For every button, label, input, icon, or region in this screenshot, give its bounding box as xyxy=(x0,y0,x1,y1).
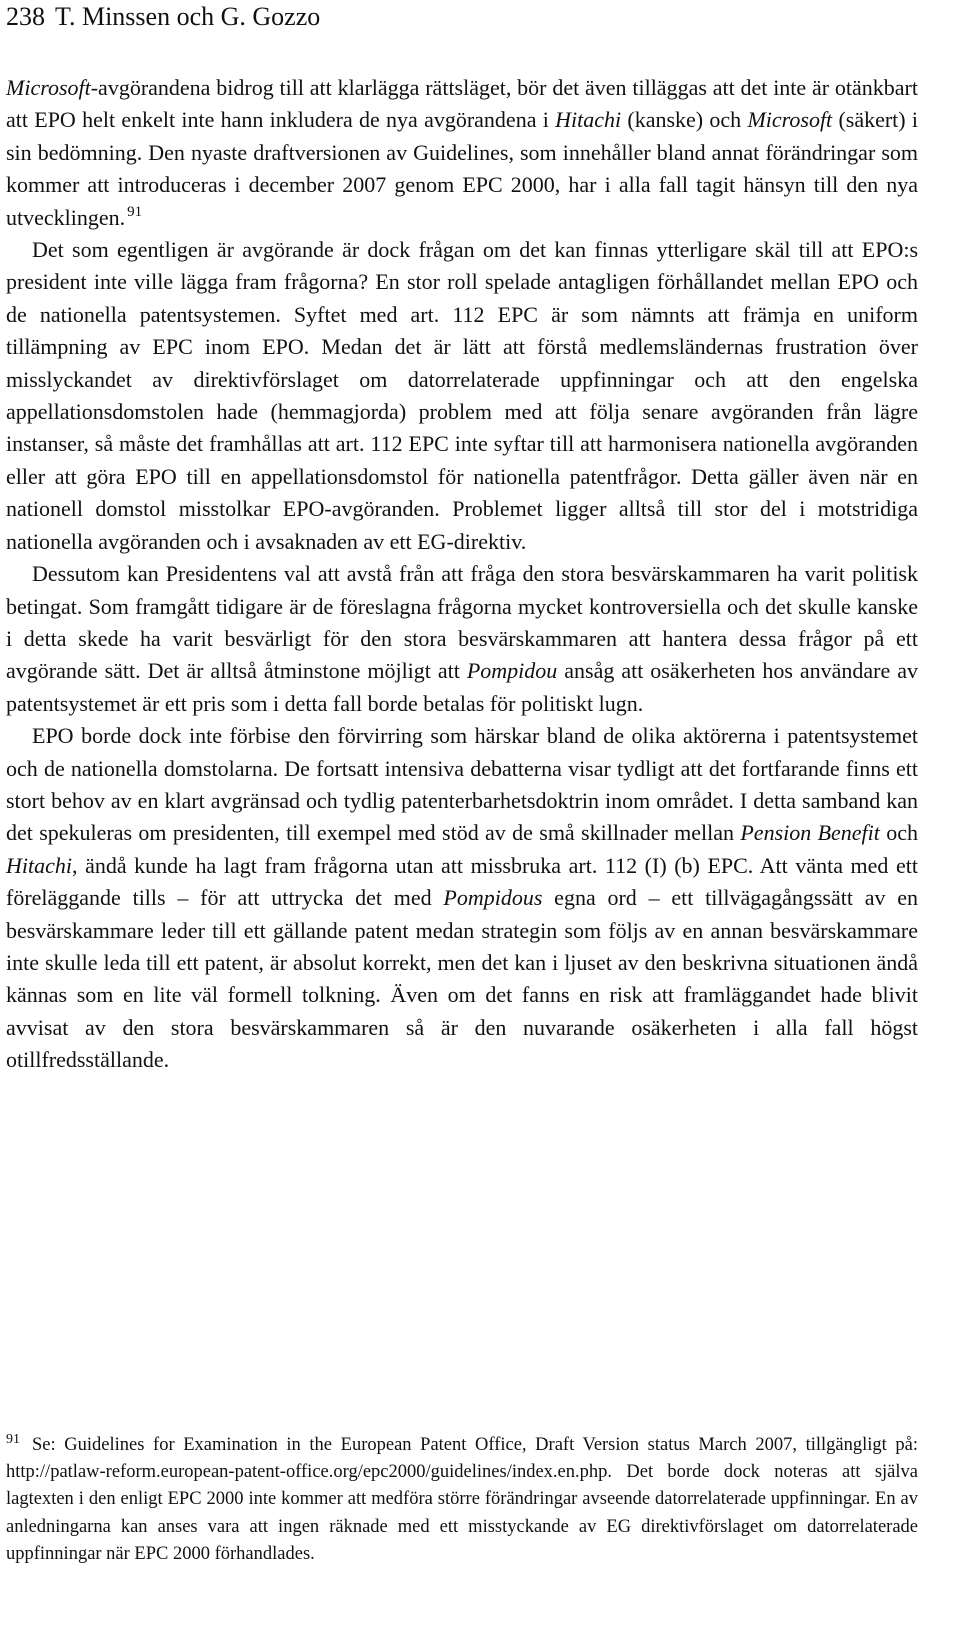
italic-text: Microsoft xyxy=(747,107,833,133)
footnote xyxy=(6,1432,918,1568)
paragraph-text: EPO borde dock inte förbise den förvirring som härskar bland de olika aktörerna i patentsystemet och de nationella domstolarna. De fortsatt intensiva debatterna visar tydligt att det fortfarande finns ett stort behov av en klart avgränsad och tydlig patenterbarhetsdoktrin inom området. I detta samband kan det spekuleras om presidenten, till exempel med stöd av de små skillnader mellan xyxy=(6,723,918,846)
italic-text: Pension Benefit xyxy=(740,820,880,846)
paragraph-text: och xyxy=(879,820,919,846)
paragraph xyxy=(6,558,918,720)
paragraph xyxy=(6,72,918,234)
paragraph-text: (kanske) och xyxy=(621,107,748,133)
footnote-reference[interactable]: 91 xyxy=(127,204,143,221)
italic-text: Hitachi xyxy=(6,852,72,878)
footnote-text: Se: Guidelines for Examination in the European Patent Office, Draft Version status March 2007, tillgängligt på: http://patlaw-reform.european-patent-office.org/epc2000/guidelines/index.en.php. Det borde dock noteras att själva lagtexten i den enligt EPC 2000 inte kommer att medföra större förändringar avseende datorrelaterade uppfinningar. En av anledningarna kan anses vara att ingen räknade med ett misstyckande av EG direktivförslaget om datorrelaterade uppfinningar när EPC 2000 förhandlades. xyxy=(6,1435,918,1564)
paragraph xyxy=(6,234,918,558)
italic-text: Pompidou xyxy=(466,658,558,684)
paragraph-text: -avgörandena bidrog till att klarlägga rättsläget, bör det även tilläggas att det inte är otänkbart att EPO helt enkelt inte hann inkludera de nya avgörandena i xyxy=(6,75,918,133)
italic-text: Microsoft xyxy=(6,75,91,100)
footnote-number: 91 xyxy=(6,1431,20,1447)
paragraph xyxy=(6,720,918,1076)
paragraph-text: (säkert) i sin bedömning. Den nyaste draftversionen av Guidelines, som innehåller bland annat förändringar som kommer att introduceras i december 2007 genom EPC 2000, har i alla fall tagit hänsyn till den nya utvecklingen. xyxy=(6,107,919,230)
paragraph-text: Dessutom kan Presidentens val att avstå från att fråga den stora besvärskammaren ha varit politisk betingat. Som framgått tidigare är de föreslagna frågorna mycket kontroversiella och det skulle kanske i detta skede ha varit besvärligt för den stora besvärskammaren att hantera dessa frågor på ett avgörande sätt. Det är alltså åtminstone möjligt att xyxy=(6,561,918,684)
paragraph-text: Det som egentligen är avgörande är dock frågan om det kan finnas ytterligare skäl till att EPO:s president inte ville lägga fram frågorna? En stor roll spelade antagligen förhållandet mellan EPO och de nationella patentsystemen. Syftet med art. 112 EPC är som nämnts att främja en uniform tillämpning av EPC inom EPO. Medan det är lätt att förstå medlemsländernas frustration över misslyckandet av direktivförslaget om datorrelaterade uppfinningar och att den engelska appellationsdomstolen hade (hemmagjorda) problem med att följa senare avgöranden från lägre instanser, så måste det framhållas att art. 112 EPC inte syftar till att harmonisera nationella avgöranden eller att göra EPO till en appellationsdomstol för nationella patentfrågor. Detta gäller även när en nationell domstol misstolkar EPO-avgöranden. Problemet ligger alltså till stor del i motstridiga nationella avgöranden och i avsaknaden av ett EG-direktiv. xyxy=(6,237,918,554)
italic-text: Pompidous xyxy=(443,885,543,911)
running-header-authors: T. Minssen och G. Gozzo xyxy=(55,2,321,31)
paragraph-text: egna ord – ett tillvägagångssätt av en besvärskammare leder till ett gällande patent medan strategin som följs av en annan besvärskammare inte skulle leda till ett patent, är absolut korrekt, men det kan i ljuset av den beskrivna situationen ändå kännas som en lite väl formell tolkning. Även om det fanns en risk att framläggandet hade blivit avvisat av den stora besvärskammaren så är den nuvarande osäkerheten i alla fall högst otillfredsställande. xyxy=(6,885,918,1073)
body-text xyxy=(6,72,918,1077)
running-header xyxy=(6,2,330,32)
page-number: 238 xyxy=(6,2,45,31)
paragraph-text: ansåg att osäkerheten hos användare av patentsystemet är ett pris som i detta fall borde betalas för politiskt lugn. xyxy=(6,658,918,716)
paragraph-text: , ändå kunde ha lagt fram frågorna utan att missbruka art. 112 (I) (b) EPC. Att vänta med ett föreläggande tills – för att uttrycka det med xyxy=(6,852,918,911)
italic-text: Hitachi xyxy=(555,107,622,133)
footnotes xyxy=(6,1432,918,1568)
